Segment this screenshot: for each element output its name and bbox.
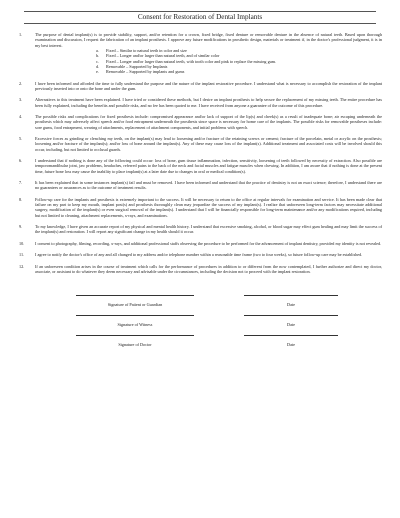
consent-item-9 <box>18 224 382 235</box>
item-number: 10. <box>19 240 25 246</box>
consent-item-4 <box>18 114 382 130</box>
consent-item-12 <box>18 264 382 275</box>
patient-date-label: Date <box>287 302 295 308</box>
item-number: 2. <box>19 80 23 86</box>
consent-item-7 <box>18 180 382 191</box>
doctor-date-line[interactable] <box>244 327 338 336</box>
witness-signature-line[interactable] <box>76 307 194 316</box>
item-number: 5. <box>19 136 23 142</box>
item-text: Excessive forces as grinding or clenching my teeth, on the implant(s) may lead to loosening and/or fracture of the retaining screws or cement; fracture of the porcelain, metal or acrylic on the prosthesis; loosening and/or fracture of the implant(s); and/or loss of bone around the implant(s). Any of these may cause loss of the implant(s). Additional treatment and associated costs will be involved should this occur, including, but not limited to occlusal guards. <box>35 136 382 152</box>
signature-block-doctor <box>18 327 382 347</box>
consent-item-2 <box>18 81 382 92</box>
item-number: 3. <box>19 97 23 103</box>
option-letter: c. <box>96 58 99 64</box>
option-text: Removable – Supported by implants and gums <box>106 69 185 75</box>
option-text: Fixed – Similar to natural teeth in color and size <box>106 48 187 54</box>
consent-items <box>18 32 382 274</box>
option-text: Removable – Supported by Implants <box>106 64 168 70</box>
consent-item-8 <box>18 197 382 218</box>
item-number: 1. <box>19 32 23 37</box>
item-text: It has been explained that in some instances implant(s) fail and must be removed. I have been informed and understand that the practice of dentistry is not an exact science; therefore, I understand there are no guarantees or assurances as to the outcome of treatment results. <box>35 180 382 191</box>
option-text: Fixed – Longer and/or larger than natural teeth, with tooth color and pink to replace the missing gum. <box>106 58 277 64</box>
witness-date-label: Date <box>287 322 295 328</box>
witness-date-line[interactable] <box>244 307 338 316</box>
option-letter: e. <box>96 69 99 75</box>
doctor-signature-line[interactable] <box>76 327 194 336</box>
consent-item-6 <box>18 158 382 174</box>
signature-block-witness <box>18 307 382 327</box>
item-text: Follow-up care for the implants and prosthesis is extremely important to the success. It will be necessary to return to the office at regular intervals for examination and service. It has been made clear that failure on my part to keep my mouth, implant post(s) and prosthesis thoroughly clean may jeopardize the success of my implant(s). I realize that unforeseen long-term factors may necessitate additional surgery, modification of the implant(s) or even surgical removal of the implant(s). I understand that I will be financially responsible for long-term maintenance and/or any modifications required, including but not limited to cleaning, attachment replacements, x-rays, and examinations. <box>35 196 382 218</box>
consent-item-1 <box>18 32 382 75</box>
prosthesis-options <box>96 48 382 74</box>
consent-item-11 <box>18 252 382 257</box>
signature-block-patient <box>18 287 382 307</box>
consent-item-5 <box>18 136 382 152</box>
option-text: Fixed – Longer and/or larger than natural teeth, and of similar color <box>106 53 220 59</box>
item-number: 6. <box>19 158 23 164</box>
patient-signature-label: Signature of Patient or Guardian <box>107 302 163 308</box>
doctor-date-label: Date <box>287 342 295 348</box>
consent-item-3 <box>18 97 382 108</box>
item-text: I have been informed and afforded the time to fully understand the purpose and the nature of the implant restorative procedure. I understand what is necessary to accomplish the restoration of the implant previously inserted into or onto the bone and under the gum. <box>35 80 382 92</box>
item-number: 8. <box>19 196 23 202</box>
item-text: If an unforeseen condition arises in the course of treatment which calls for the performance of procedures in addition to or different from the now contemplated, I further authorize and direct my doctor, associate, or assistant to do whatever they deem necessary and advisable under the circumstances, including the decision not to proceed with the implant restoration. <box>35 263 382 274</box>
item-text: I consent to photography, filming, recording, x-rays, and additional professional staffs observing the procedure to be performed for the advancement of implant dentistry, provided my identity is not revealed. <box>35 240 382 246</box>
item-text: I understand that if nothing is done any of the following could occur: loss of bone, gum tissue inflammation, infection, sensitivity, loosening of teeth followed by necessity of extraction. Also possible are temporomandibular joint, jaw problems, headaches, referred pains to the back of the neck and facial muscles and fatigue muscles when chewing. In addition, I am aware that if nothing is done at the present time, future bone loss may cause the inability to place implant(s) at a later date due to changes in oral or medical condition(s). <box>35 158 382 174</box>
option-letter: a. <box>96 48 99 54</box>
item-number: 11. <box>19 252 25 258</box>
item-text: I agree to notify the doctor's office of any and all changed to my address and/or telephone number within a reasonable time frame (two to four weeks), so future follow-up care may be established. <box>35 252 363 258</box>
doctor-signature-label: Signature of Doctor <box>118 342 152 348</box>
item-text: The purpose of dental implant(s) is to provide stability, support, and/or retention for a crown, fixed bridge, fixed denture or removable denture in the absence of natural teeth. Based upon thorough examination and discussion, I request the fabrication of an implant prosthesis. I approve any future modifications in prosthetic design, materials or treatment if, in the doctor's professional judgment, it is in my best interest. <box>35 32 382 48</box>
item-number: 12. <box>19 263 25 269</box>
item-number: 7. <box>19 180 23 186</box>
item-text: To my knowledge, I have given an accurate report of my physical and mental health history. I understand that excessive smoking, alcohol, or blood sugar may effect gum healing and may limit the success of the implant(s) and restoration. I will report any significant change in my health should it occur. <box>35 224 382 235</box>
item-body <box>35 32 382 75</box>
item-number: 4. <box>19 114 23 120</box>
item-number: 9. <box>19 224 23 230</box>
item-text: The possible risks and complications for fixed prosthesis include: compromised appearance and/or lack of support of the lip(s) and cheek(s) as a result of inadequate bone; air escaping underneath the prosthesis which may adversely affect speech and/or food entrapment underneath the prosthesis since space is necessary for home care of the implants. The possible risks for removable prostheses include: sore gums, food entrapment, wearing of attachments, replacement of attachment components, and initial problems with speech. <box>35 114 382 130</box>
item-text: Alternatives to this treatment have been explained. I have tried or considered these methods, but I desire an implant prosthesis to help secure the replacement of my missing teeth. The entire procedure has been fully explained, including the benefits and possible risks, and no fee has been quoted to me. I have received from anyone a guarantee of the outcome of this procedure. <box>35 97 382 108</box>
signature-section <box>18 287 382 347</box>
patient-date-line[interactable] <box>244 287 338 296</box>
option-letter: b. <box>96 53 100 59</box>
option-item <box>96 69 382 74</box>
patient-signature-line[interactable] <box>76 287 194 296</box>
document-title: Consent for Restoration of Dental Implants <box>24 11 376 24</box>
option-letter: d. <box>96 64 100 70</box>
consent-item-10 <box>18 241 382 246</box>
witness-signature-label: Signature of Witness <box>117 322 153 328</box>
